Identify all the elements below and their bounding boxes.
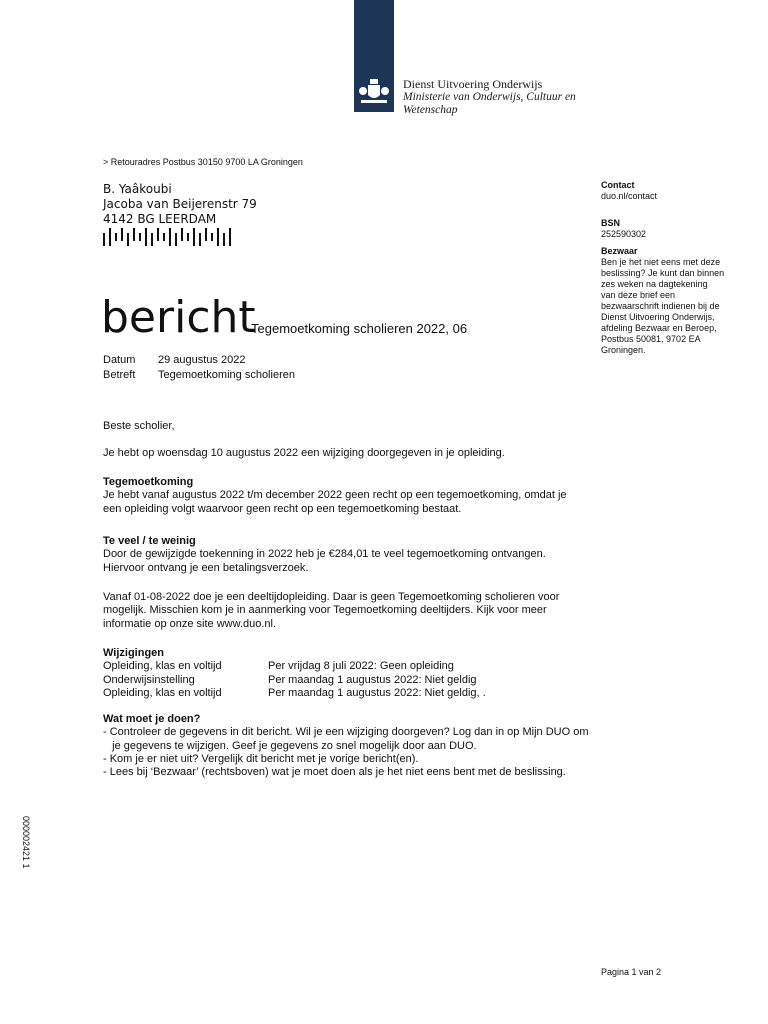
bsn-label: BSN xyxy=(601,218,621,228)
section-heading: Wat moet je doen? xyxy=(103,713,201,725)
recipient-address xyxy=(103,182,257,227)
greeting-text: Beste scholier, xyxy=(103,420,175,432)
wijziging-label: Onderwijsinstelling xyxy=(103,673,195,686)
list-item: - Controleer de gegevens in dit bericht. Wil je een wijziging doorgeven? Log dan in op Mijn DUO om xyxy=(103,726,589,739)
betreft-label: Betreft xyxy=(103,369,136,381)
section-wijzigingen xyxy=(103,647,583,700)
wijziging-value: Per maandag 1 augustus 2022: Niet geldig, . xyxy=(268,686,486,699)
postal-barcode xyxy=(103,228,235,246)
wijziging-label: Opleiding, klas en voltijd xyxy=(103,686,222,699)
betreft-value: Tegemoetkoming scholieren xyxy=(158,369,295,381)
contact-label: Contact xyxy=(601,180,635,190)
bezwaar-line: bezwaarschrift indienen bij de xyxy=(601,301,720,311)
wijziging-value: Per vrijdag 8 juli 2022: Geen opleiding xyxy=(268,660,454,673)
section-text: Vanaf 01-08-2022 doe je een deeltijdopleiding. Daar is geen Tegemoetkoming scholieren voor mogelijk. Misschien kom je in aanmerking voor Tegemoetkoming deeltijders. Kijk voor meer informatie op onze site www.duo.nl. xyxy=(103,591,560,630)
list-item: je gegevens te wijzigen. Geef je gegevens zo snel mogelijk door aan DUO. xyxy=(103,739,477,752)
bezwaar-line: beslissing? Je kunt dan binnen xyxy=(601,268,725,278)
logo-line-1: Dienst Uitvoering Onderwijs xyxy=(403,77,543,91)
section-text: Door de gewijzigde toekenning in 2022 heb je €284,01 te veel tegemoetkoming ontvangen. Hiervoor ontvang je een betalingsverzoek. xyxy=(103,548,546,574)
organization-name xyxy=(403,78,576,117)
recipient-street: Jacoba van Beijerenstr 79 xyxy=(103,197,257,211)
document-title: bericht xyxy=(101,292,256,343)
wijziging-value: Per maandag 1 augustus 2022: Niet geldig xyxy=(268,673,477,686)
section-text: Je hebt vanaf augustus 2022 t/m december 2022 geen recht op een tegemoetkoming, omdat je een opleiding volgt waarvoor geen recht op een tegemoetkoming bestaat. xyxy=(103,489,567,515)
bezwaar-line: van deze brief een xyxy=(601,290,676,300)
bezwaar-line: Ben je het niet eens met deze xyxy=(601,257,721,267)
logo-line-2: Ministerie van Onderwijs, Cultuur en xyxy=(403,91,576,103)
section-deeltijd xyxy=(103,591,583,631)
section-tegemoetkoming xyxy=(103,476,583,516)
recipient-name: B. Yaâkoubi xyxy=(103,182,172,196)
intro xyxy=(103,447,583,460)
sidebar-bezwaar xyxy=(601,246,741,356)
wijziging-label: Opleiding, klas en voltijd xyxy=(103,660,222,673)
wijziging-row xyxy=(103,674,583,687)
contact-link[interactable]: duo.nl/contact xyxy=(601,191,658,201)
logo-line-3: Wetenschap xyxy=(403,104,458,116)
datum-value: 29 augustus 2022 xyxy=(158,354,246,366)
section-heading: Tegemoetkoming xyxy=(103,476,194,488)
wijziging-row xyxy=(103,660,583,673)
sidebar-contact xyxy=(601,180,741,202)
section-heading: Wijzigingen xyxy=(103,647,165,659)
datum-label: Datum xyxy=(103,354,136,366)
coat-of-arms-icon xyxy=(358,78,390,106)
bezwaar-line: afdeling Bezwaar en Beroep, xyxy=(601,323,717,333)
document-subtitle: Tegemoetkoming scholieren 2022, 06 xyxy=(251,321,468,336)
bezwaar-label: Bezwaar xyxy=(601,246,638,256)
section-te-veel xyxy=(103,535,583,575)
sidebar-bsn xyxy=(601,218,741,240)
list-item: - Kom je er niet uit? Vergelijk dit bericht met je vorige bericht(en). xyxy=(103,752,419,765)
return-address: > Retouradres Postbus 30150 9700 LA Groningen xyxy=(103,157,303,167)
list-item: - Lees bij ‘Bezwaar’ (rechtsboven) wat je moet doen als je het niet eens bent met de beslissing. xyxy=(103,766,566,779)
page-number: Pagina 1 van 2 xyxy=(601,967,662,977)
bezwaar-line: Postbus 50081, 9702 EA xyxy=(601,334,701,344)
bsn-value: 252590302 xyxy=(601,229,647,239)
section-wat-moet-je-doen xyxy=(103,713,589,779)
recipient-city: 4142 BG LEERDAM xyxy=(103,212,217,226)
wijziging-row xyxy=(103,687,583,700)
bezwaar-line: Groningen. xyxy=(601,345,646,355)
bezwaar-line: Dienst Uitvoering Onderwijs, xyxy=(601,312,715,322)
bezwaar-line: zes weken na dagtekening xyxy=(601,279,708,289)
document-code: 000002421 1 xyxy=(21,816,31,869)
greeting xyxy=(103,420,583,433)
document-meta xyxy=(103,353,295,383)
intro-text: Je hebt op woensdag 10 augustus 2022 een wijziging doorgegeven in je opleiding. xyxy=(103,447,505,459)
section-heading: Te veel / te weinig xyxy=(103,535,196,547)
